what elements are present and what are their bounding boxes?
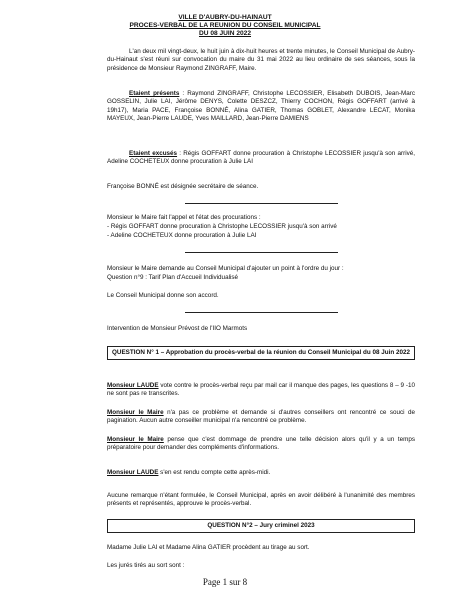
speaker-name: Monsieur le Maire — [107, 436, 164, 443]
question-1-title: – Approbation du procès-verbal de la réunion du Conseil Municipal du 08 Juin 2022 — [158, 349, 410, 356]
question-2-box — [107, 519, 415, 533]
minutes-title: PROCES-VERBAL DE LA REUNION DU CONSEIL MUNICIPAL — [129, 22, 321, 29]
mayor-remark-2 — [107, 436, 415, 453]
mayor-remark-1 — [107, 409, 415, 426]
excused-list: : Régis GOFFART donne procuration à Christophe LECOSSIER jusqu'à son arrivé, Adeline COCHETEUX donne procuration à Julie LAI — [107, 150, 416, 166]
separator — [185, 312, 338, 313]
draw-line: Madame Julie LAI et Madame Alina GATIER procèdent au tirage au sort. — [107, 544, 310, 551]
speaker-name: Monsieur LAUDE — [107, 469, 159, 476]
page-number: Page 1 sur 8 — [202, 577, 248, 587]
laude-remark-2 — [107, 469, 415, 477]
speaker-name: Monsieur le Maire — [107, 409, 164, 416]
remark-text: pense que c'est dommage de prendre une telle décision alors qu'il y a un temps préparatoire pour demander des compléments d'informations. — [107, 436, 415, 452]
meeting-date: DU 08 JUIN 2022 — [198, 30, 252, 37]
remark-text: n'a pas ce problème et demande si d'autres conseillers ont rencontré ce souci de pagination. Aucun autre conseiller municipal n'a rencontré ce problème. — [107, 409, 415, 425]
roll-call-line-3: - Adeline COCHETEUX donne procuration à Julie LAI — [107, 232, 257, 239]
attendees-paragraph — [107, 90, 415, 123]
jurors-line: Les jurés tirés au sort sont : — [107, 562, 185, 569]
laude-remark-1 — [107, 382, 415, 399]
agenda-line-3: Le Conseil Municipal donne son accord. — [107, 292, 219, 299]
attendees-list: : Raymond ZINGRAFF, Christophe LECOSSIER, Elisabeth DUBOIS, Jean-Marc GOSSELIN, Julie LAI, Jérôme DENYS, Colette DESZCZ, Thierry COCHON, Régis GOFFART (arrivé à 19h17), Maria PACE, Françoise BONNÉ, Alina GATIER, Thomas GOBLET, Alexandre LECAT, Monika MAYEUX, Jean-Pierre LAUDE, Yves MAILLARD, Jean-Pierre DAMIENS — [107, 90, 415, 122]
roll-call-line-1: Monsieur le Maire fait l'appel et l'état des procurations : — [107, 214, 261, 221]
agenda-line-1: Monsieur le Maire demande au Conseil Municipal d'ajouter un point à l'ordre du jour : — [107, 265, 344, 272]
town-title: VILLE D'AUBRY-DU-HAINAUT — [178, 14, 272, 21]
remark-text: s'en est rendu compte cette après-midi. — [158, 469, 271, 476]
question-1-box — [107, 346, 415, 360]
question-1-label: QUESTION N° 1 — [112, 349, 159, 356]
question-2-title: – Jury criminel 2023 — [252, 522, 315, 529]
attendees-label: Etaient présents — [129, 90, 180, 97]
excused-label: Etaient excusés — [129, 150, 178, 157]
approval-paragraph: Aucune remarque n'étant formulée, le Conseil Municipal, après en avoir délibéré à l'unanimité des membres présents et représentés, approuve le procès-verbal. — [107, 492, 415, 508]
roll-call-line-2: - Régis GOFFART donne procuration à Christophe LECOSSIER jusqu'à son arrivé — [107, 223, 337, 230]
intro-paragraph: L'an deux mil vingt-deux, le huit juin à dix-huit heures et trente minutes, le Conseil Municipal de Aubry-du-Hainaut s'est réuni sur convocation du maire du 31 mai 2022 au lieu ordinaire de ses séances, sous la présidence de Monsieur Raymond ZINGRAFF, Maire. — [107, 48, 415, 72]
agenda-line-2: Question n°9 : Tarif Plan d'Accueil Individualisé — [107, 274, 239, 281]
question-2-label: QUESTION N°2 — [207, 522, 253, 529]
speaker-name: Monsieur LAUDE — [107, 382, 159, 389]
intervention-line: Intervention de Monsieur Prévost de l'IIO Marmots — [107, 325, 248, 332]
secretary-line: Françoise BONNÉ est désignée secrétaire de séance. — [107, 183, 259, 190]
separator — [185, 203, 338, 204]
excused-paragraph — [107, 150, 415, 167]
remark-text: vote contre le procès-verbal reçu par mail car il manque des pages, les questions 8 – 9 -10 ne sont pas re transcrites. — [107, 382, 415, 398]
separator — [185, 252, 338, 253]
